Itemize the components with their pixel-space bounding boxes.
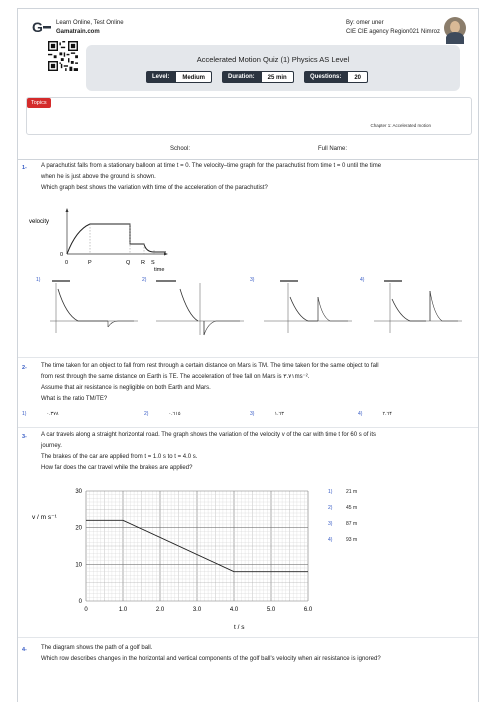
tick-r: R bbox=[141, 260, 145, 266]
quiz-page bbox=[17, 8, 479, 702]
level-badge: Level: Medium bbox=[146, 71, 212, 83]
question-1-text: A parachutist falls from a stationary balloon at time t = 0. The velocity–time graph for the parachutist from time t = 0 until the time when he is just above the ground is shown. Which graph best shows the variation with time of the acceleration of the parachutist? bbox=[41, 163, 382, 191]
topics-box bbox=[26, 97, 472, 135]
graph-origin: 0 bbox=[60, 252, 64, 258]
site-domain[interactable]: Gamatrain.com bbox=[56, 29, 100, 35]
q3-option-4[interactable]: 4) 93 m bbox=[328, 537, 358, 543]
x-tick-label: 3.0 bbox=[192, 607, 202, 613]
header-divider bbox=[18, 159, 478, 160]
question-2-text: The time taken for an object to fall from rest through a certain distance on Mars is TM. The time taken for the same object to fall from rest through the same distance on Earth is TE. The acceleration of free fall on Mars is ٣.٧١ms⁻². Assume that air resistance is negligible on both Earth and Mars. What is the ratio TM/TE? bbox=[41, 363, 379, 402]
x-tick-label: 4.0 bbox=[229, 607, 239, 613]
tick-s: S bbox=[151, 260, 155, 266]
y-tick-label: 20 bbox=[75, 525, 82, 532]
x-tick-label: 0 bbox=[84, 607, 88, 613]
qr-code[interactable] bbox=[48, 41, 78, 71]
question-number: 2- bbox=[22, 365, 27, 371]
quiz-title: Accelerated Motion Quiz (1) Physics AS Level bbox=[196, 55, 350, 64]
course-name: CIE CIE agency Region021 Nimroz bbox=[345, 29, 440, 35]
axis-label-velocity: velocity bbox=[29, 219, 50, 225]
x-tick-label: 1.0 bbox=[118, 607, 128, 613]
tick-0: 0 bbox=[65, 260, 69, 266]
q2-option-1[interactable]: 1) ٠.٣٧٨ bbox=[22, 411, 59, 417]
q2-option-2[interactable]: 2) ٠.٦١٥ bbox=[144, 411, 181, 417]
q3-option-2[interactable]: 2) 45 m bbox=[328, 505, 358, 511]
q3-option-1[interactable]: 1) 21 m bbox=[328, 489, 358, 495]
gamatrain-logo bbox=[32, 20, 52, 34]
site-tagline: Learn Online, Test Online bbox=[56, 20, 124, 26]
y-tick-label: 30 bbox=[75, 489, 82, 495]
question-separator bbox=[18, 357, 478, 358]
question-separator bbox=[18, 427, 478, 428]
topics-chapter: Chapter 1: Accelerated motion bbox=[370, 123, 431, 128]
author-name: By: omer uner bbox=[345, 20, 384, 26]
question-number: 4- bbox=[22, 647, 27, 653]
axis-label-time: time bbox=[154, 267, 165, 273]
x-tick-label: 2.0 bbox=[155, 607, 165, 613]
question-separator bbox=[18, 637, 478, 638]
question-number: 3- bbox=[22, 434, 27, 440]
y-tick-label: 0 bbox=[78, 599, 82, 605]
y-tick-label: 10 bbox=[75, 562, 82, 569]
q2-option-3[interactable]: 3) ١.٦٣ bbox=[250, 411, 284, 417]
tick-p: P bbox=[88, 260, 92, 266]
option-3-label[interactable]: 3) bbox=[250, 277, 255, 283]
duration-badge: Duration: 25 min bbox=[222, 71, 294, 83]
quiz-banner bbox=[86, 45, 460, 91]
option-2-graph[interactable] bbox=[152, 277, 248, 337]
full-name-field: Full Name: bbox=[318, 146, 348, 152]
author-block bbox=[346, 19, 440, 37]
velocity-time-graph bbox=[26, 206, 186, 272]
tick-q: Q bbox=[126, 260, 131, 266]
svg-text:G: G bbox=[32, 19, 43, 35]
questions-badge: Questions: 20 bbox=[304, 71, 368, 83]
option-1-graph[interactable] bbox=[46, 277, 142, 337]
topics-tag: Topics bbox=[27, 98, 51, 108]
velocity-time-chart bbox=[26, 479, 313, 631]
question-4-text: The diagram shows the path of a golf ball. Which row describes changes in the horizontal and vertical components of the golf ball's velocity when air resistance is ignored? bbox=[41, 645, 381, 662]
avatar bbox=[444, 17, 466, 39]
x-tick-label: 5.0 bbox=[266, 607, 276, 613]
question-3-text: A car travels along a straight horizontal road. The graph shows the variation of the velocity v of the car with time t for 60 s of its journey. The brakes of the car are applied from t = 1.0 s to t = 4.0 s. How far does the car travel while the brakes are applied? bbox=[41, 432, 377, 471]
x-tick-label: 6.0 bbox=[303, 607, 313, 613]
option-4-graph[interactable] bbox=[370, 277, 466, 337]
chart-y-label: v / m s⁻¹ bbox=[32, 514, 57, 521]
option-1-label[interactable]: 1) bbox=[36, 277, 41, 283]
chart-x-label: t / s bbox=[234, 624, 245, 631]
q3-option-3[interactable]: 3) 87 m bbox=[328, 521, 358, 527]
school-field: School: bbox=[170, 146, 191, 152]
option-3-graph[interactable] bbox=[260, 277, 356, 337]
q2-option-4[interactable]: 4) ٢.٦۴ bbox=[358, 411, 392, 417]
question-number: 1- bbox=[22, 165, 27, 171]
option-4-label[interactable]: 4) bbox=[360, 277, 365, 283]
option-2-label[interactable]: 2) bbox=[142, 277, 147, 283]
